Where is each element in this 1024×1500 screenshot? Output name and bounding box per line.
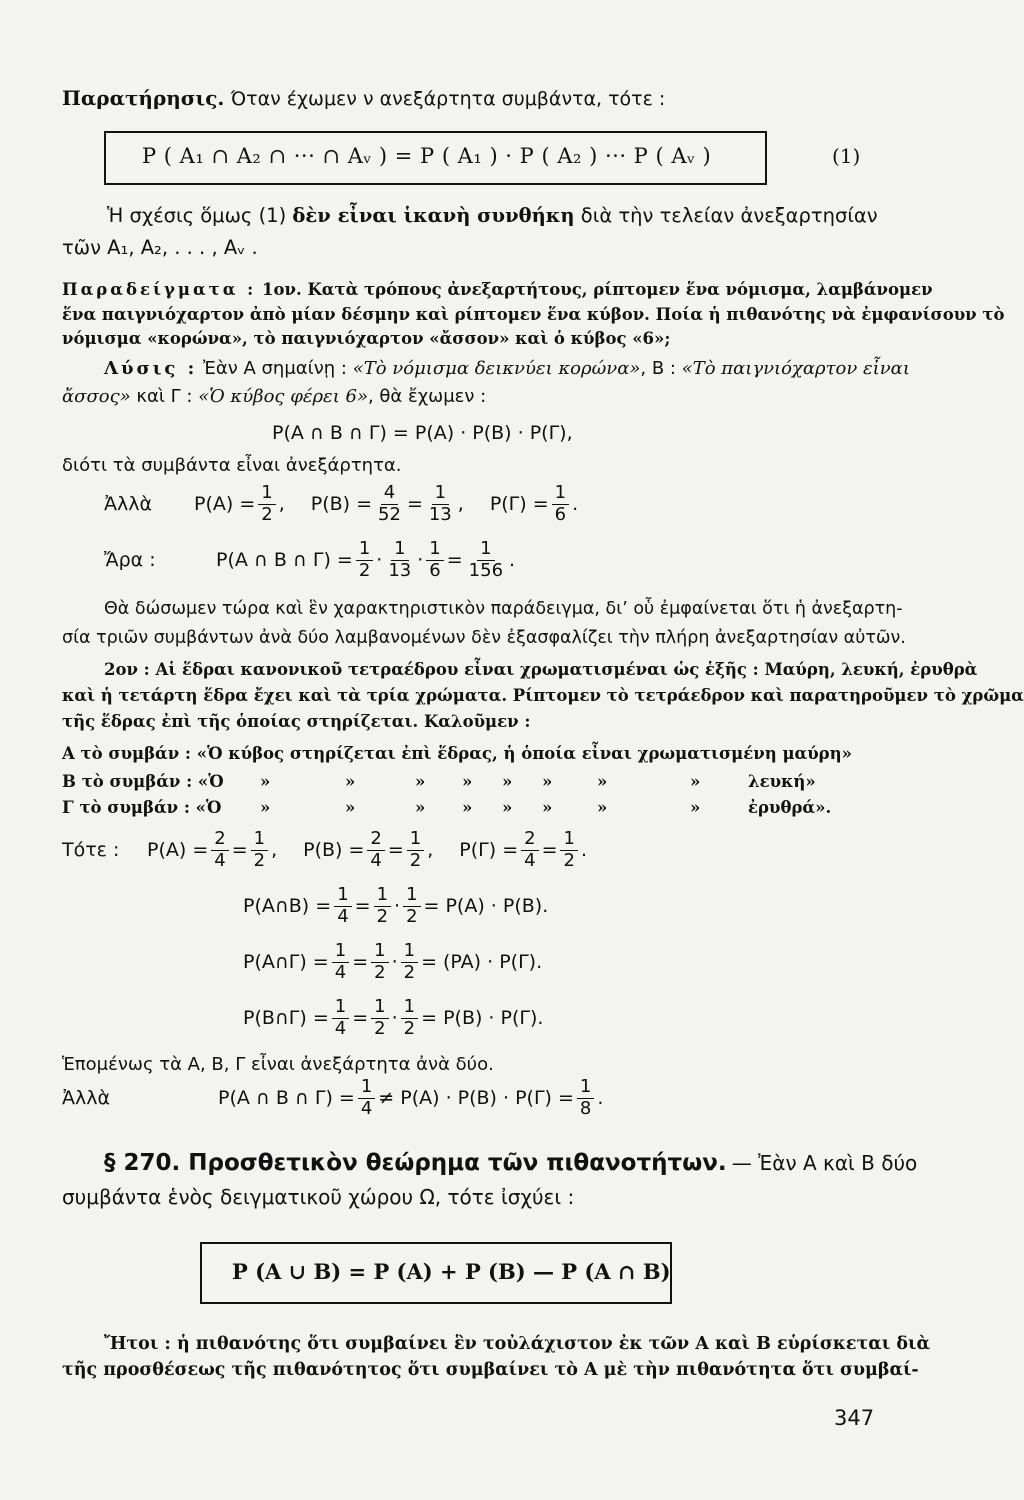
ara-label: Ἄρα : [104,549,156,572]
explanation-line-2: τῆς προσθέσεως τῆς πιθανότητος ὅτι συμβαίνει τὸ A μὲ τὴν πιθανότητα ὅτι συμβαί- [62,1360,919,1380]
pbg-row: P(B∩Γ) = $\frac{1}{4}$ = $\frac{1}{2}$ · $\frac{1}{2}$ = P(B) · P(Γ). [243,996,544,1039]
page-number: 347 [834,1406,875,1430]
remark-note-line-2: τῶν A₁, A₂, . . . , Aᵥ . [62,236,258,259]
remark-line [62,88,665,109]
tote-row: Τότε : P(A) = $\frac{2}{4}$ = $\frac{1}{2}$ , P(B) = $\frac{2}{4}$ = $\frac{1}{2}$ , P(Γ) = $\frac{2}{4}$ = $\frac{1}{2}$ . [62,828,587,871]
result-row: Ἄρα : P(A ∩ B ∩ Γ) = $\frac{1}{2}$ · $\frac{1}{13}$ · $\frac{1}{6}$ = $\frac{1}{156}$ . [104,538,516,581]
examples-label: Παραδείγματα : [62,280,257,299]
event-g: Γ τὸ συμβάν : «Ὁ » » » » » » » » ἐρυθρά». [62,798,832,817]
solution-line-1: Λύσις : Ἐὰν A σημαίνῃ : «Τὸ νόμισμα δεικνύει κορώνα», B : «Τὸ παιγνιόχαρτον εἶναι [104,358,910,379]
example-2-line-1: 2ον : Αἱ ἕδραι κανονικοῦ τετραέδρου εἶναι χρωματισμέναι ὡς ἑξῆς : Μαύρη, λευκή, ἐρυθρὰ [104,660,978,679]
final-row: Ἀλλὰ P(A ∩ B ∩ Γ) = $\frac{1}{4}$ ≠ P(A) · P(B) · P(Γ) = $\frac{1}{8}$ . [62,1076,604,1119]
fraction-4-52: $\frac{4}{52}$ [378,482,401,525]
paragraph-line-1: Θὰ δώσωμεν τώρα καὶ ἓν χαρακτηριστικὸν παράδειγμα, δι’ οὗ ἐμφαίνεται ὅτι ἡ ἀνεξαρτη- [104,599,903,619]
consequently-text: Ἑπομένως τὰ A, B, Γ εἶναι ἀνεξάρτητα ἀνὰ δύο. [62,1054,494,1075]
because-text: διότι τὰ συμβάντα εἶναι ἀνεξάρτητα. [62,455,402,476]
formula-number: (1) [832,144,861,168]
independence-formula: P ( A₁ ∩ A₂ ∩ ··· ∩ Aᵥ ) = P ( A₁ ) · P ( A₂ ) ··· P ( Aᵥ ) [142,144,712,168]
fraction-1-156: $\frac{1}{156}$ [468,538,504,581]
event-b: B τὸ συμβάν : «Ὁ » » » » » » » » λευκή» [62,772,816,791]
fraction-1-13: $\frac{1}{13}$ [428,482,452,525]
not-sufficient-text: δὲν εἶναι ἱκανὴ συνθήκη [292,204,575,227]
solution-line-2: ἄσσος» καὶ Γ : «Ὁ κύβος φέρει 6», θὰ ἔχωμεν : [62,386,487,407]
pag-row: P(A∩Γ) = $\frac{1}{4}$ = $\frac{1}{2}$ · $\frac{1}{2}$ = (PA) · P(Γ). [243,940,543,983]
example-2-line-3: τῆς ἕδρας ἐπὶ τῆς ὁποίας στηρίζεται. Καλοῦμεν : [62,712,531,731]
paragraph-line-2: σία τριῶν συμβάντων ἀνὰ δύο λαμβανομένων δὲν ἐξασφαλίζει τὴν πλήρη ἀνεξαρτησίαν αὐτῶν. [62,628,906,648]
remark-text: Όταν έχωμεν ν ανεξάρτητα συμβάντα, τότε : [230,88,666,110]
probabilities-row: Ἀλλὰ P(A) = $\frac{1}{2}$ , P(B) = $\frac{4}{52}$ = $\frac{1}{13}$ , P(Γ) = $\frac{1}{6}$ . [104,482,579,525]
example-1-line-3: νόμισμα «κορώνα», τὸ παιγνιόχαρτον «ἄσσον» καὶ ὁ κύβος «6»; [62,329,671,348]
section-line-2: συμβάντα ἑνὸς δειγματικοῦ χώρου Ω, τότε ἰσχύει : [62,1185,575,1209]
explanation-line-1: Ἤτοι : ἡ πιθανότης ὅτι συμβαίνει ἓν τοὐλάχιστον ἐκ τῶν A καὶ B εὑρίσκεται διὰ [104,1334,930,1354]
product-equation: P(A ∩ B ∩ Γ) = P(A) · P(B) · P(Γ), [272,422,573,444]
section-heading-line [104,1152,917,1175]
remark-label: Παρατήρησις. [62,86,225,110]
pab-row: P(A∩B) = $\frac{1}{4}$ = $\frac{1}{2}$ · $\frac{1}{2}$ = P(A) · P(B). [243,884,549,927]
solution-label: Λύσις : [104,358,198,379]
example-2-line-2: καὶ ἡ τετάρτη ἕδρα ἔχει καὶ τὰ τρία χρώματα. Ρίπτομεν τὸ τετράεδρον καὶ παρατηροῦμεν τὸ χρῶμα [62,686,1024,705]
event-a: A τὸ συμβάν : «Ὁ κύβος στηρίζεται ἐπὶ ἕδρας, ἡ ὁποία εἶναι χρωματισμένη μαύρη» [62,744,852,763]
fraction-1-6: $\frac{1}{6}$ [552,484,569,525]
example-1-line-1: Παραδείγματα : 1ον. Κατὰ τρόπους ἀνεξαρτήτους, ρίπτομεν ἕνα νόμισμα, λαμβάνομεν [62,280,933,299]
tote-label: Τότε : [62,839,120,862]
section-title: § 270. Προσθετικὸν θεώρημα τῶν πιθανοτήτων. [104,1150,727,1176]
fraction-1-2: $\frac{1}{2}$ [258,484,275,525]
section-title-tail: — Ἐὰν A καὶ B δύο [731,1151,918,1175]
but-label: Ἀλλὰ [104,493,153,516]
example-1-line-2: ἕνα παιγνιόχαρτον ἀπὸ μίαν δέσμην καὶ ρίπτομεν ἕνα κύβον. Ποία ἡ πιθανότης νὰ ἐμφανίσουν τὸ [62,305,1005,324]
remark-note-line-1: Ἡ σχέσις ὅμως (1) δὲν εἶναι ἱκανὴ συνθήκη διὰ τὴν τελείαν ἀνεξαρτησίαν [107,204,878,227]
addition-formula: P (A ∪ B) = P (A) + P (B) — P (A ∩ B) [232,1259,671,1284]
